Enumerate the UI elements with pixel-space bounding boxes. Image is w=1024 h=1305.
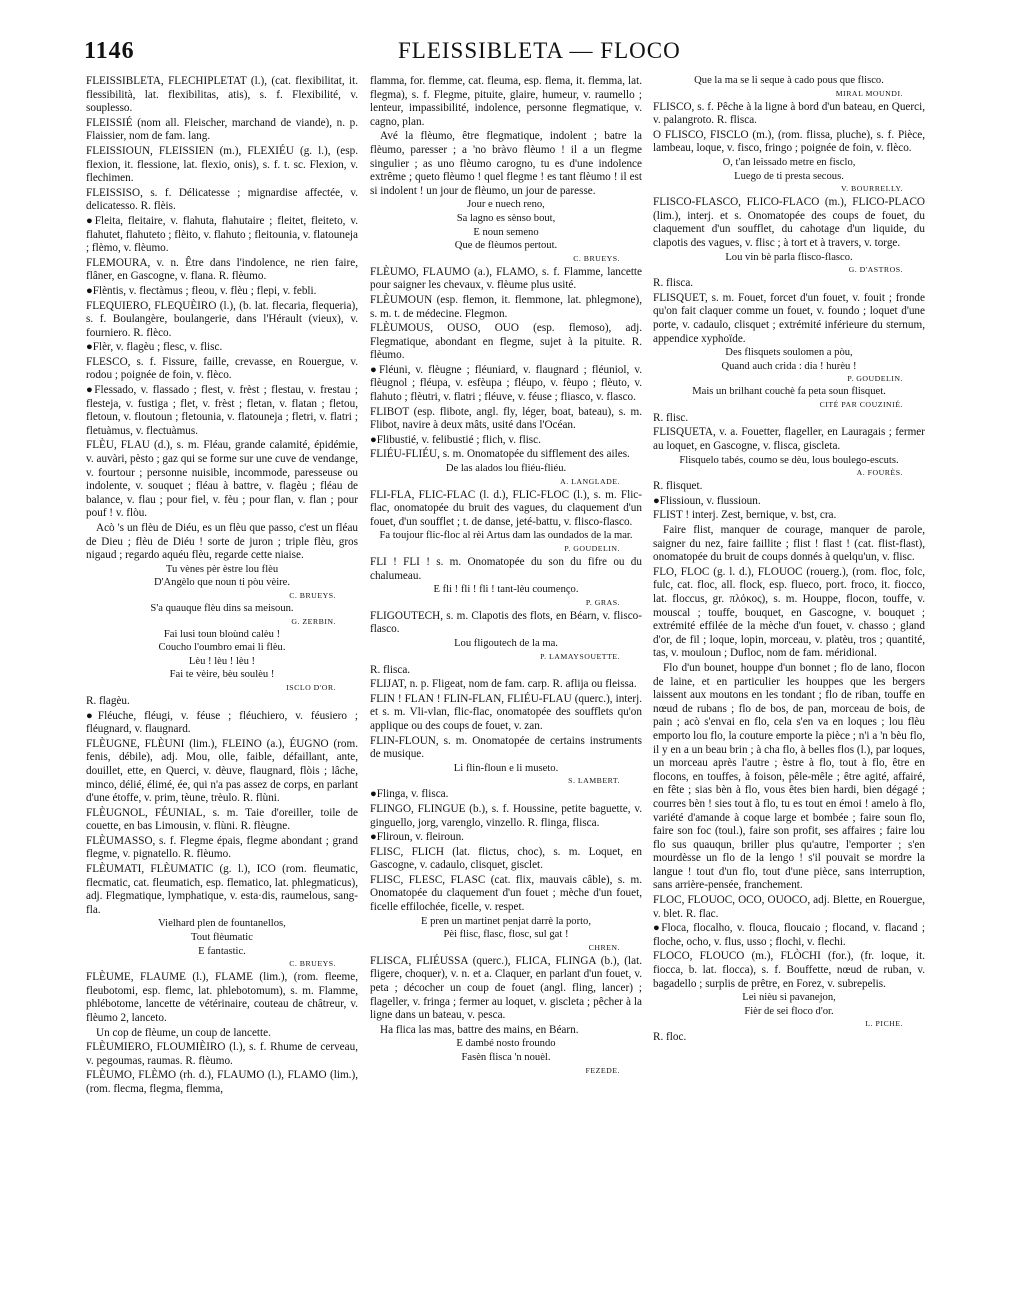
dictionary-entry: ●Fliroun, v. fleiroun. <box>370 831 464 844</box>
quotation-verse: Fai te vèire, bèu soulèu ! <box>169 669 275 681</box>
quotation-verse: De las alados lou fliéu-fliéu. <box>445 463 567 475</box>
dictionary-entry: ●Flibustié, v. felibustié ; flich, v. flisc. <box>370 433 541 446</box>
quotation-verse: O, t'an leissado metre en fisclo, <box>722 156 856 168</box>
dictionary-entry: FLINGO, FLINGUE (b.), s. f. Houssine, petite baguette, v. ginguello, jorg, varenglo, vinzello. R. flinga, flisca. <box>370 802 642 829</box>
dictionary-entry: FLIN-FLOUN, s. m. Onomatopée de certains instruments de musique. <box>370 734 642 761</box>
dictionary-entry: FLÈUMOUS, OUSO, OUO (esp. flemoso), adj. Flegmatique, abondant en flegme, sujet à la pituite. R. flèumo. <box>370 322 642 362</box>
quotation-author: C. BRUEYS. <box>573 253 620 263</box>
usage-paragraph: Faire flist, manquer de courage, manquer de parole, saigner du nez, faire faillite ; flist ! flast ! (cat. flist-flast), onomatopée du bruit de coups donnés à quelqu'un, v. flisc. <box>653 524 925 564</box>
dictionary-entry: FLÈUME, FLAUME (l.), FLAME (lim.), (rom. fleeme, fleubotomi, esp. flemc, lat. phlebotomum), s. m. Flamme, phlébotome, lancette de vétérinaire, couteau de châtreur, v. flèumo 2, lanceto. <box>86 971 358 1024</box>
dictionary-entry: ●Flissioun, v. flussioun. <box>653 494 761 507</box>
quotation-verse: S'a quauque flèu dins sa meisoun. <box>150 602 294 614</box>
dictionary-entry: ●Flèntis, v. flectàmus ; fleou, v. flèu ; flepi, v. febli. <box>86 284 317 297</box>
dictionary-entry: FLÈUMASSO, s. f. Flegme épais, flegme abondant ; grand flegme, v. pignatello. R. flèumo. <box>86 834 358 861</box>
quotation-verse: Fai lusi toun bloùnd calèu ! <box>163 628 281 640</box>
quotation-author: P. GOUDELIN. <box>847 374 903 384</box>
quotation-author: A. FOURÈS. <box>856 468 903 478</box>
dictionary-entry: FLISCO-FLASCO, FLICO-FLACO (m.), FLICO-PLACO (lim.), interj. et s. Onomatopée des coups de fouet, du claquement d'un soufflet, du cahotage d'un liquide, du clapotis des vagues, v. flisc ; à tort et à travers, v. torge. <box>653 196 925 249</box>
dictionary-entry: FLÈUMATI, FLÈUMATIC (g. l.), ICO (rom. fleumatic, flecmatic, cat. fleumatich, esp. flematico, lat. phlegmaticus), adj. Flegmatique, lymphatique, v. esta·dis, raumelous, sang-fla. <box>86 863 358 916</box>
quotation-verse: Jour e nuech reno, <box>467 199 545 211</box>
column-middle <box>370 75 642 1293</box>
dictionary-entry: FLO, FLOC (g. l. d.), FLOUOC (rouerg.), (rom. floc, folc, fulc, cat. floc, all. flock, esp. flueco, port. froco, it. fiocco, lat. floccus, gr. πλόκος), s. m. Houppe, flocon, touffe, v. mouscal ; touffe, bouquet, en Gascogne, v. bouquet ; extrémité effilée de la mèche d'un fouet, v. chasso ; gland d'or, de fil ; loque, lopin, morceau, v. platèu, tros ; quantité, tas, v. mouloun ; Dufloc, nom de fam. méridional. <box>653 565 925 660</box>
quotation-verse: E dambé nosto froundo <box>456 1038 556 1050</box>
usage-paragraph: Un cop de flèume, un coup de lancette. <box>96 1026 271 1039</box>
quotation-verse: Que de flèumos pertout. <box>454 240 558 252</box>
quotation-author: L. PICHE. <box>865 1019 903 1029</box>
dictionary-entry: FLIGOUTECH, s. m. Clapotis des flots, en Béarn, v. flisco-flasco. <box>370 609 642 636</box>
quotation-author: CITÉ PAR COUZINIÉ. <box>819 399 903 409</box>
dictionary-entry: FLEQUIERO, FLEQUÈIRO (l.), (b. lat. flecaria, flequeria), s. f. Boulangère, boulangerie, dans l'Hérault (vieux), v. fourniero. R. flèco. <box>86 299 358 339</box>
page-header <box>84 38 964 66</box>
quotation-verse: Lèu ! lèu ! lèu ! <box>188 655 256 667</box>
quotation-verse: Pèi flisc, flasc, flosc, sul gat ! <box>443 929 569 941</box>
dictionary-entry: FLIN ! FLAN ! FLIN-FLAN, FLIÉU-FLAU (querc.), interj. et s. m. Vli-vlan, flic-flac, onomatopée des soufflets qu'on applique ou des coups de fouet, v. zan. <box>370 692 642 732</box>
quotation-verse: Mais un brilhant couchè fa peta soun flisquet. <box>692 386 886 398</box>
dictionary-entry: FLISC, FLESC, FLASC (cat. flix, mauvais câble), s. m. Onomatopée du claquement d'un fouet ; mèche d'un fouet, ficelle effilochée, ficelle, v. respet. <box>370 873 642 914</box>
quotation-verse: E fli ! fli ! fli ! tant-lèu coumenço. <box>433 584 579 596</box>
quotation-author: C. BRUEYS. <box>289 959 336 969</box>
quotation-verse: E fantastic. <box>198 945 246 957</box>
quotation-verse: E pren un martinet penjat darrè la porto, <box>420 915 592 927</box>
quotation-author: CHREN. <box>588 942 620 952</box>
quotation-author: P. GOUDELIN. <box>564 544 620 553</box>
dictionary-entry: FLÈUMO, FLAUMO (a.), FLAMO, s. f. Flamme, lancette pour saigner les chevaux, v. flèume plus usité. <box>370 265 642 292</box>
quotation-author: P. GRAS. <box>585 597 620 607</box>
usage-paragraph: Flo d'un bounet, houppe d'un bonnet ; flo de lano, flocon de laine, et en particulier les houppes que les bergers laissent aux moutons en les tondant ; flo de riban, touffe en nœud de rubans ; flo de bos, de pan, morceau de bois, de pain ; acò s'envai en flo, cela s'en va en loques ; lou flèu emporto lou flo, la couture emporte la pièce ; n'i a 'n bèu flo, il y en a un beau brin ; à cha flo, à belles flos (l.), par loques, un morceau après l'autre ; èstre à flo, tout à flo, être en flocons, en touffes, à foison, pêle-mêle ; être agité, affairé, en fête ; sias bèn à flo, vous êtes bien hardi, bien dégagé ; courres bèn ! sies tout à flo, tu es tout en émoi ! amelo à flo, variété d'amande à coque large et bombée ; faire soun flo, faire son foc (toul.), faire son profit, ses affaires ; faire lou flo sus quauqun, briller plus qu'autre, l'emporter ; s'en mourdèsse un flo de la lengo ! s'il pouvait se mordre la langue ! tout d'un flo, tout d'une pièce, sans interruption, sans arrière-pensée, franchement. <box>653 661 925 892</box>
quotation-author: G. ZERBIN. <box>291 616 336 626</box>
quotation-verse: Fa toujour flic-floc al rèi Artus dam las oundados de la mar. <box>379 530 633 542</box>
dictionary-entry: FLISCO, s. f. Pêche à la ligne à bord d'un bateau, en Querci, v. palangroto. R. flisca. <box>653 100 925 127</box>
dictionary-entry: FLIJAT, n. p. Fligeat, nom de fam. carp. R. aflija ou fleissa. <box>370 678 637 691</box>
quotation-verse: Vielhard plen de fountanellos, <box>158 918 286 930</box>
quotation-verse: D'Angèlo que noun ti pòu vèire. <box>153 577 291 589</box>
quotation-author: A. LANGLADE. <box>560 476 620 486</box>
dictionary-entry: FLOC, FLOUOC, OCO, OUOCO, adj. Blette, en Rouergue, v. blet. R. flac. <box>653 894 925 920</box>
quotation-author: FEZEDE. <box>585 1065 620 1075</box>
dictionary-entry: R. flisc. <box>653 411 689 424</box>
dictionary-entry: FLEISSIBLETA, FLECHIPLETAT (l.), (cat. flexibilitat, it. flessibilità, lat. flexibilitas, atis), s. f. Flexibilité, v. souplesso. <box>86 75 358 115</box>
dictionary-entry: FLIST ! interj. Zest, bernique, v. bst, cra. <box>653 509 837 522</box>
quotation-verse: Fièr de sei floco d'or. <box>744 1005 834 1017</box>
dictionary-entry: flamma, for. flemme, cat. fleuma, esp. flema, it. flemma, lat. flegma), s. f. Flegme, pituite, glaire, humeur, v. raumello ; lenteur, impassibilité, indolence, personne flegmatique, v. cagno, plan. <box>370 75 642 128</box>
dictionary-entry: FLISCA, FLIÉUSSA (querc.), FLICA, FLINGA (b.), (lat. fligere, choquer), v. n. et a. Claquer, en parlant d'un fouet, v. peta ; décocher un coup de fouet (angl. fling, lancer) ; flageller, v. fringa ; fermer au loquet, v. giscleta ; pêcher à la ligne dans un bateau, v. pesca. <box>370 954 642 1022</box>
quotation-verse: Li flin-floun e li museto. <box>453 762 559 774</box>
quotation-verse: Fasèn flisca 'n nouèl. <box>461 1052 551 1063</box>
dictionary-entry: FLISC, FLICH (lat. flictus, choc), s. m. Loquet, en Gascogne, v. cadaulo, clisquet, gisclet. <box>370 845 642 872</box>
quotation-author: P. LAMAYSOUETTE. <box>540 651 620 661</box>
dictionary-entry: ●Fleita, fleitaire, v. flahuta, flahutaire ; fleitet, fleiteto, v. flahutet, flahuteto ; flèito, v. flahuto ; fleitounia, v. flatouneja ; flèmo, v. flèumo. <box>86 214 358 255</box>
dictionary-entry: FLI-FLA, FLIC-FLAC (l. d.), FLIC-FLOC (l.), s. m. Flic-flac, onomatopée du bruit des vagues, du claquement d'un fouet, d'un soufflet ; t. de danse, jeté-battu, v. flisco-flasco. <box>370 488 642 528</box>
quotation-verse: Tu vènes pèr èstre lou flèu <box>165 563 279 575</box>
quotation-verse: Lou vin bè parla flisco-flasco. <box>725 251 853 263</box>
dictionary-entry: FLESCO, s. f. Fissure, faille, crevasse, en Rouergue, v. rodou ; poignée de foin, v. flèco. <box>86 355 358 382</box>
quotation-verse: Flisquelo tabés, coumo se dèu, lous boulego-escuts. <box>679 454 899 466</box>
quotation-author: C. BRUEYS. <box>289 590 336 600</box>
dictionary-entry: R. floc. <box>653 1031 687 1044</box>
column-right <box>653 75 925 1293</box>
dictionary-entry: O FLISCO, FISCLO (m.), (rom. flissa, pluche), s. f. Pièce, lambeau, loque, v. fisco, fringo ; poignée de foin, v. flèco. <box>653 128 925 155</box>
quotation-verse: Tout flèumatic <box>191 932 253 944</box>
quotation-verse: Lei nièu si pavanejon, <box>742 992 836 1004</box>
dictionary-entry: FLÈUGNOL, FÉUNIAL, s. m. Taie d'oreiller, toile de couette, en bas Limousin, v. flùni. R. flèugne. <box>86 806 358 833</box>
dictionary-entry: FLEISSIÉ (nom all. Fleischer, marchand de viande), n. p. Flaissier, nom de fam. lang. <box>86 116 358 143</box>
dictionary-entry: R. flisca. <box>370 663 411 676</box>
dictionary-entry: R. flagèu. <box>86 694 130 707</box>
running-head: FLEISSIBLETA — FLOCO <box>398 38 681 63</box>
dictionary-entry: ●Fléuni, v. flèugne ; fléuniard, v. flaugnard ; fléuniol, v. flèugnol ; fléupa, v. esfèupa ; fléupo, v. fèupo ; flèuto, v. flahuto ; flèutri, v. flatri ; fléuve, v. féuse ; fliasco, v. flasco. <box>370 363 642 404</box>
usage-paragraph: Acò 's un flèu de Diéu, es un flèu que passo, c'est un fléau de Dieu ; flèu de Diéu ! sorte de juron ; triple flèu, gros nigaud ; regardo aquéu flèu, regarde cette niaise. <box>86 522 358 562</box>
dictionary-entry: FLEMOURA, v. n. Être dans l'indolence, ne rien faire, flâner, en Gascogne, v. flana. R. flèumo. <box>86 256 358 283</box>
quotation-verse: Que la ma se li seque à cado pous que flisco. <box>694 75 884 86</box>
quotation-author: G. D'ASTROS. <box>848 265 903 275</box>
column-left <box>86 75 358 1293</box>
dictionary-entry: FLEISSIOUN, FLEISSIEN (m.), FLEXIÉU (g. l.), (esp. flexion, it. flessione, lat. flexio, onis), s. f. t. sc. Flexion, v. flechimen. <box>86 144 358 185</box>
dictionary-entry: FLÈU, FLAU (d.), s. m. Fléau, grande calamité, épidémie, v. auvàri, pèsto ; gaz qui se forme sur une cuve de vendange, v. fourtour ; personne nuisible, incommode, paresseuse ou indolente, v. souquet ; fléau à battre, v. flagèu ; fléau de balance, v. flau ; pour fiel, v. fèu ; pour flan, v. flan ; pour pouf ! v. flòu. <box>86 439 358 520</box>
quotation-verse: E noun semeno <box>473 226 539 238</box>
dictionary-entry: FLOCO, FLOUCO (m.), FLÒCHI (for.), (fr. loque, it. fiocca, b. lat. flocca), s. f. Bouffette, nœud de ruban, v. bagadello ; surplis de prêtre, en Forez, v. subrepelis. <box>653 950 925 990</box>
dictionary-entry: FLÈUMO, FLÈMO (rh. d.), FLAUMO (l.), FLAMO (lim.), (rom. flecma, flegma, flemma, <box>86 1069 358 1095</box>
quotation-verse: Lou fligoutech de la ma. <box>454 637 558 649</box>
quotation-verse: Des flisquets soulomen a pòu, <box>725 347 853 359</box>
page-number: 1146 <box>84 38 135 64</box>
dictionary-entry: ●Fléuche, fléugi, v. féuse ; fléuchiero, v. féusiero ; fléugnard, v. flaugnard. <box>86 709 358 736</box>
dictionary-entry: FLÈUMOUN (esp. flemon, it. flemmone, lat. phlegmone), s. m. t. de médecine. Flegmon. <box>370 293 642 320</box>
dictionary-entry: R. flisca. <box>653 277 694 290</box>
quotation-author: S. LAMBERT. <box>568 776 620 786</box>
dictionary-entry: FLÈUMIERO, FLOUMIÈIRO (l.), s. f. Rhume de cerveau, v. pegoumas, raumas. R. flèumo. <box>86 1041 358 1067</box>
dictionary-entry: ●Floca, flocalho, v. flouca, floucaio ; flocand, v. flacand ; floche, ocho, v. flus, usso ; flochi, v. flechi. <box>653 922 925 948</box>
quotation-verse: Luego de ti presta secous. <box>734 170 844 182</box>
dictionary-entry: FLÈUGNE, FLÈUNI (lim.), FLEINO (a.), ÉUGNO (rom. fenis, débile), adj. Mou, olle, faible, défaillant, ante, douillet, ette, en Querci, v. dèuve, flaugnard, flòis ; lâche, minco, délié, élimé, ée, qui n'a pas assez de corps, en parlant d'une étoffe, v. prim, tèune, trèulo. R. flùni. <box>86 737 358 805</box>
dictionary-entry: ●Flinga, v. flisca. <box>370 788 449 801</box>
usage-paragraph: Ha flica las mas, battre des mains, en Béarn. <box>380 1023 579 1036</box>
quotation-author: V. BOURRELLY. <box>841 184 903 194</box>
quotation-verse: Coucho l'oumbro emai li flèu. <box>158 642 286 654</box>
dictionary-entry: FLIBOT (esp. flibote, angl. fly, léger, boat, bateau), s. m. Flibot, navire à deux mâts, usité dans l'Océan. <box>370 405 642 432</box>
quotation-author: ISCLO D'OR. <box>286 682 336 692</box>
usage-paragraph: Avé la flèumo, être flegmatique, indolent ; batre la flèumo, paresser ; a 'no bràvo flèumo ! il a un flegme singulier ; as uno flèumo carogno, tu es d'une indolence extrême ; queto flèumo ! quel flegme ! es tant flèumo ! il est si indolent ! un jour de flèumo, un jour de paresse. <box>370 130 642 197</box>
dictionary-entry: ●Flèr, v. flagèu ; flesc, v. flisc. <box>86 341 223 354</box>
dictionary-entry: FLISQUET, s. m. Fouet, forcet d'un fouet, v. fouit ; fronde qu'on fait claquer comme un fouet, v. foundo ; loquet d'une porte, v. cadaulo, clisquet ; extrémité inférieure du sternum, appendice xyphoïde. <box>653 291 925 345</box>
quotation-author: MIRAL MOUNDI. <box>835 88 903 98</box>
dictionary-entry: R. flisquet. <box>653 480 703 493</box>
dictionary-entry: ●Flessado, v. flassado ; flest, v. frèst ; flestau, v. frestau ; flesteja, v. fustiga ; flet, v. frèst ; fletan, v. flatan ; fletou, fletoun, v. floutoun ; fletounia, v. flatouneja ; fletri, v. flatri ; fletuàmus, v. flectuàmus. <box>86 384 358 437</box>
dictionary-entry: FLISQUETA, v. a. Fouetter, flageller, en Lauragais ; fermer au loquet, en Gascogne, v. flisca, giscleta. <box>653 426 925 453</box>
dictionary-entry: FLIÉU-FLIÉU, s. m. Onomatopée du sifflement des ailes. <box>370 448 630 461</box>
quotation-verse: Quand auch crida : dia ! hurèu ! <box>721 360 857 372</box>
quotation-verse: Sa lagno es sènso bout, <box>456 212 556 224</box>
dictionary-entry: FLI ! FLI ! s. m. Onomatopée du son du fifre ou du chalumeau. <box>370 556 642 582</box>
dictionary-entry: FLEISSISO, s. f. Délicatesse ; mignardise affectée, v. delicatesso. R. flèis. <box>86 186 358 213</box>
